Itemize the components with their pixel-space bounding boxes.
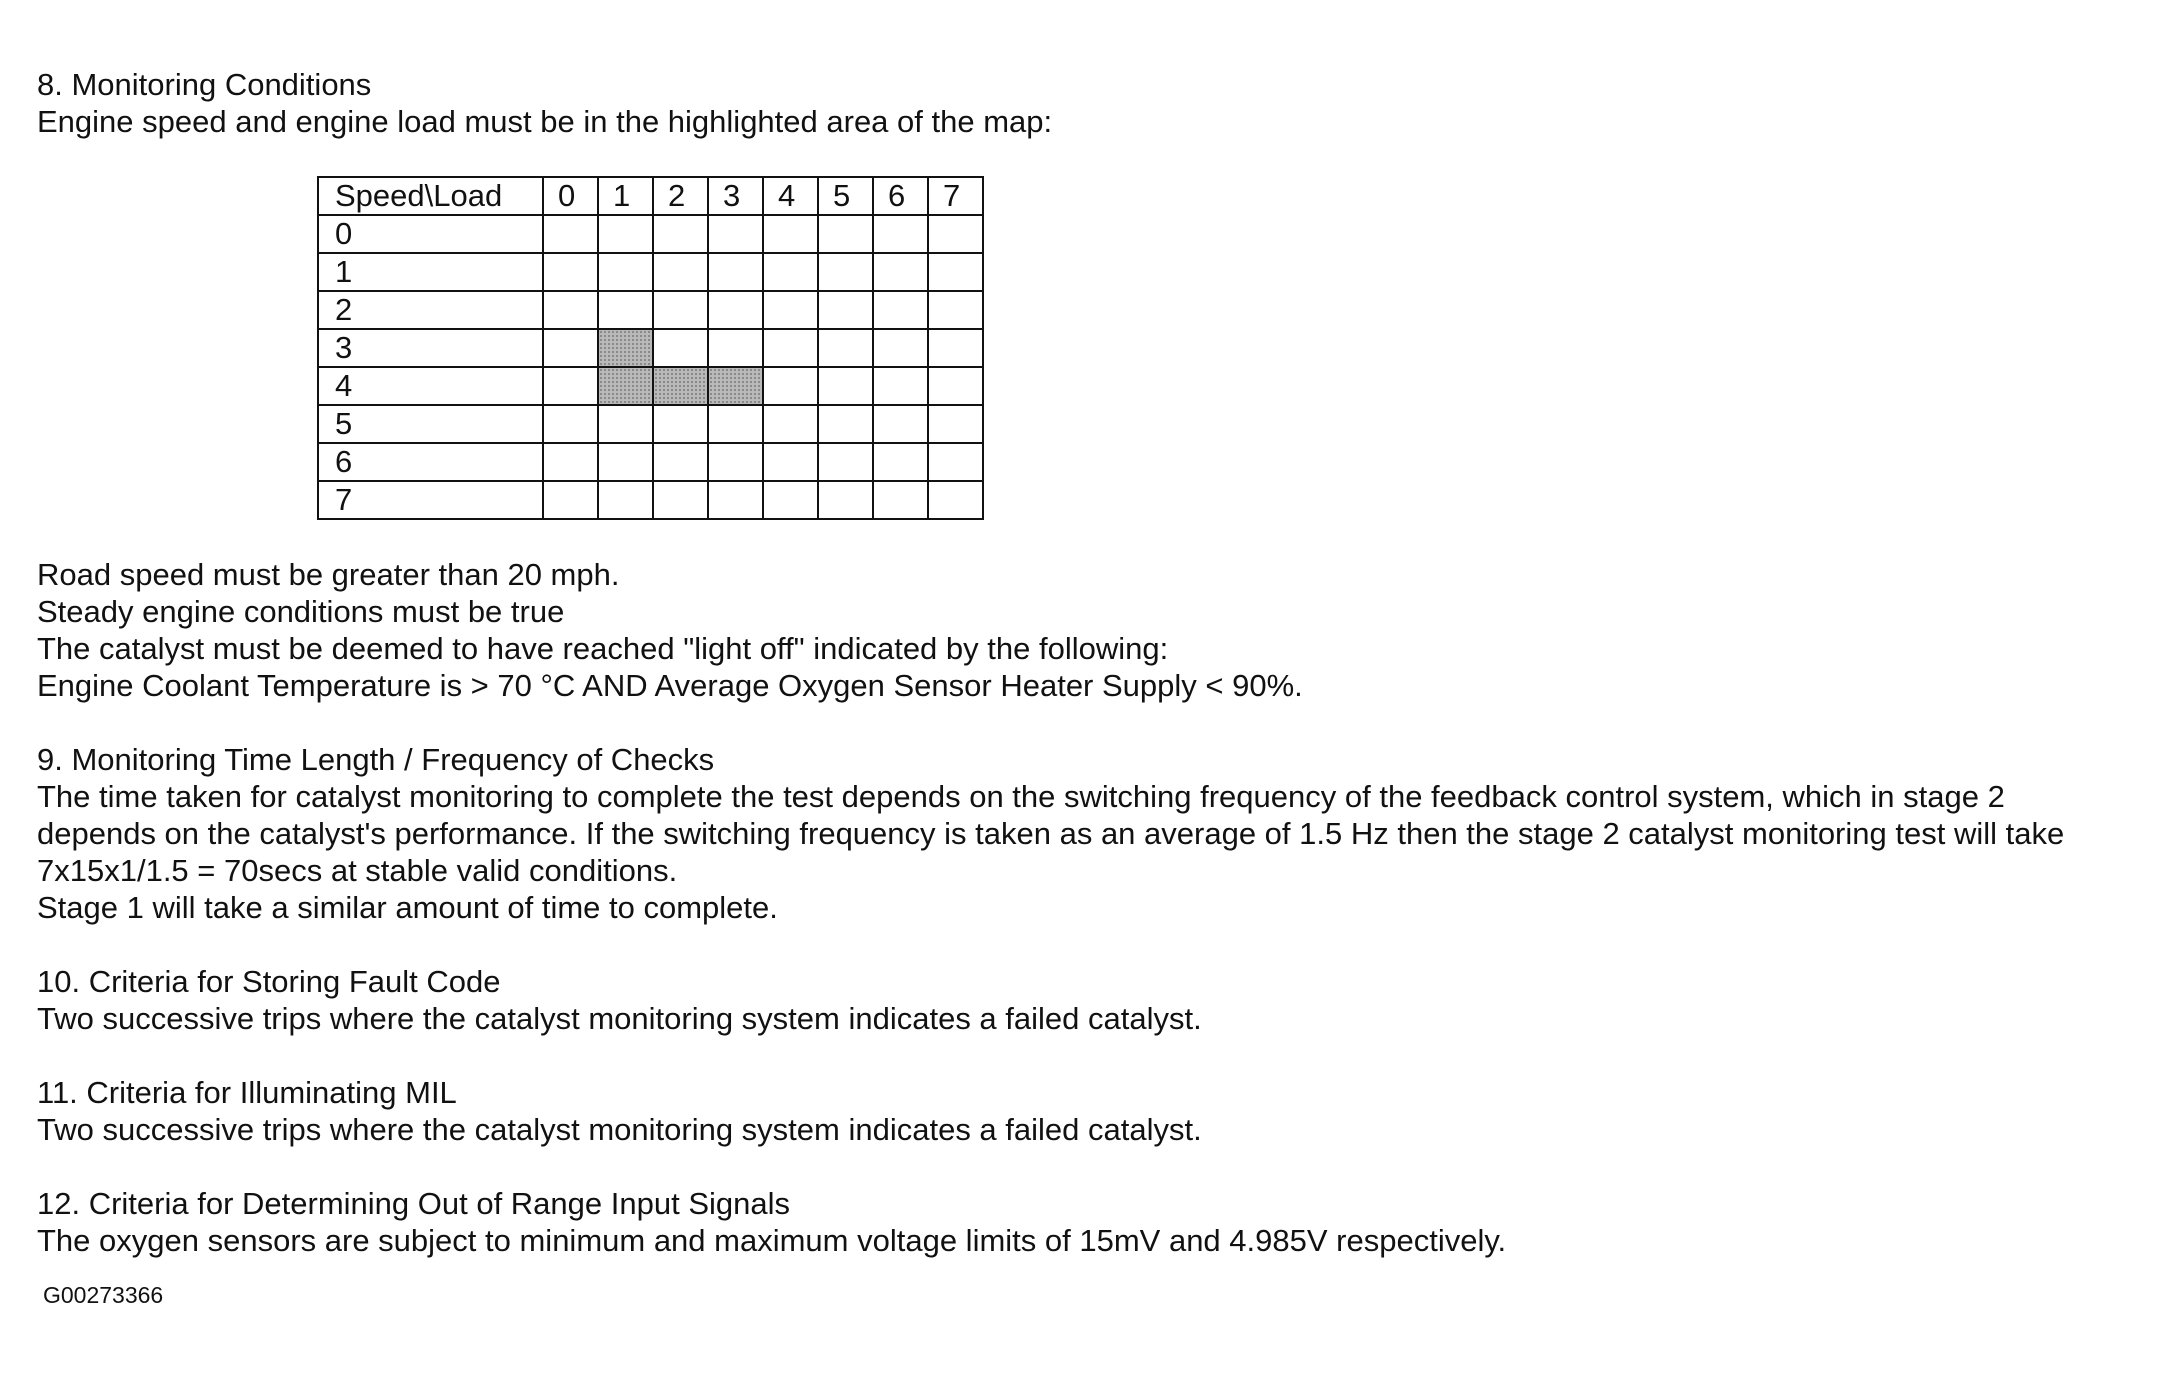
condition-steady-engine: Steady engine conditions must be true (37, 594, 565, 629)
table-row (318, 443, 983, 481)
highlighted-map-cell (653, 367, 708, 405)
map-cell (928, 253, 983, 291)
table-row (318, 481, 983, 519)
map-cell (763, 253, 818, 291)
load-column-header: 3 (708, 177, 763, 215)
map-cell (873, 481, 928, 519)
map-cell (873, 329, 928, 367)
speed-row-header: 4 (318, 367, 543, 405)
section-11-body: Two successive trips where the catalyst monitoring system indicates a failed catalyst. (37, 1112, 1202, 1147)
map-cell (653, 215, 708, 253)
map-cell (873, 291, 928, 329)
map-cell (653, 291, 708, 329)
map-cell (708, 443, 763, 481)
map-cell (598, 405, 653, 443)
map-cell (763, 291, 818, 329)
load-column-header: 6 (873, 177, 928, 215)
map-cell (818, 291, 873, 329)
load-column-header: 2 (653, 177, 708, 215)
map-cell (708, 405, 763, 443)
map-cell (928, 367, 983, 405)
section-8-intro: Engine speed and engine load must be in the highlighted area of the map: (37, 104, 1053, 139)
map-cell (653, 443, 708, 481)
map-cell (928, 405, 983, 443)
map-cell (763, 481, 818, 519)
table-corner-label: Speed\Load (318, 177, 543, 215)
figure-code: G00273366 (43, 1282, 164, 1308)
map-cell (598, 215, 653, 253)
map-cell (543, 443, 598, 481)
condition-road-speed: Road speed must be greater than 20 mph. (37, 557, 620, 592)
map-cell (763, 405, 818, 443)
section-12-body: The oxygen sensors are subject to minimum and maximum voltage limits of 15mV and 4.985V respectively. (37, 1223, 1507, 1258)
map-cell (708, 215, 763, 253)
speed-row-header: 3 (318, 329, 543, 367)
condition-light-off: The catalyst must be deemed to have reached "light off" indicated by the following: (37, 631, 1169, 666)
map-cell (873, 443, 928, 481)
map-cell (928, 443, 983, 481)
map-cell (818, 215, 873, 253)
table-header-row (318, 177, 983, 215)
map-cell (708, 253, 763, 291)
map-cell (873, 367, 928, 405)
highlighted-map-cell (598, 329, 653, 367)
load-column-header: 5 (818, 177, 873, 215)
document-page (37, 66, 2137, 1332)
map-cell (543, 215, 598, 253)
map-cell (928, 481, 983, 519)
section-10-body: Two successive trips where the catalyst monitoring system indicates a failed catalyst. (37, 1001, 1202, 1036)
map-cell (708, 329, 763, 367)
map-cell (543, 329, 598, 367)
map-cell (928, 291, 983, 329)
section-9-line-3: 7x15x1/1.5 = 70secs at stable valid conditions. (37, 853, 678, 888)
map-cell (763, 443, 818, 481)
section-10-heading: 10. Criteria for Storing Fault Code (37, 964, 501, 999)
map-cell (653, 253, 708, 291)
load-column-header: 7 (928, 177, 983, 215)
load-column-header: 1 (598, 177, 653, 215)
section-8-heading: 8. Monitoring Conditions (37, 67, 372, 102)
speed-row-header: 7 (318, 481, 543, 519)
map-cell (763, 329, 818, 367)
map-cell (818, 367, 873, 405)
map-cell (543, 481, 598, 519)
map-cell (653, 329, 708, 367)
table-row (318, 405, 983, 443)
map-cell (708, 481, 763, 519)
map-cell (543, 291, 598, 329)
speed-load-map (317, 176, 2137, 520)
section-9-line-4: Stage 1 will take a similar amount of time to complete. (37, 890, 778, 925)
map-cell (653, 405, 708, 443)
highlighted-map-cell (708, 367, 763, 405)
speed-row-header: 6 (318, 443, 543, 481)
map-cell (818, 481, 873, 519)
load-column-header: 4 (763, 177, 818, 215)
speed-load-table (317, 176, 984, 520)
table-row (318, 253, 983, 291)
section-12-heading: 12. Criteria for Determining Out of Range Input Signals (37, 1186, 790, 1221)
map-cell (818, 443, 873, 481)
map-cell (598, 291, 653, 329)
map-cell (818, 329, 873, 367)
speed-row-header: 0 (318, 215, 543, 253)
map-cell (543, 405, 598, 443)
map-cell (598, 443, 653, 481)
map-cell (598, 481, 653, 519)
map-cell (928, 215, 983, 253)
speed-row-header: 1 (318, 253, 543, 291)
section-9-heading: 9. Monitoring Time Length / Frequency of Checks (37, 742, 715, 777)
map-cell (873, 405, 928, 443)
section-9-line-2: depends on the catalyst's performance. If the switching frequency is taken as an average of 1.5 Hz then the stage 2 catalyst monitoring test will take (37, 816, 2065, 851)
load-column-header: 0 (543, 177, 598, 215)
map-cell (818, 253, 873, 291)
section-9-line-1: The time taken for catalyst monitoring to complete the test depends on the switching frequency of the feedback control system, which in stage 2 (37, 779, 2005, 814)
map-cell (653, 481, 708, 519)
table-row (318, 367, 983, 405)
map-cell (818, 405, 873, 443)
map-cell (708, 291, 763, 329)
highlighted-map-cell (598, 367, 653, 405)
map-cell (928, 329, 983, 367)
map-cell (873, 253, 928, 291)
speed-row-header: 5 (318, 405, 543, 443)
table-row (318, 215, 983, 253)
map-cell (598, 253, 653, 291)
map-cell (543, 367, 598, 405)
table-row (318, 291, 983, 329)
section-11-heading: 11. Criteria for Illuminating MIL (37, 1075, 457, 1110)
table-row (318, 329, 983, 367)
condition-coolant-heater: Engine Coolant Temperature is > 70 °C AND Average Oxygen Sensor Heater Supply < 90%. (37, 668, 1303, 703)
map-cell (543, 253, 598, 291)
map-cell (873, 215, 928, 253)
map-cell (763, 367, 818, 405)
speed-row-header: 2 (318, 291, 543, 329)
map-cell (763, 215, 818, 253)
